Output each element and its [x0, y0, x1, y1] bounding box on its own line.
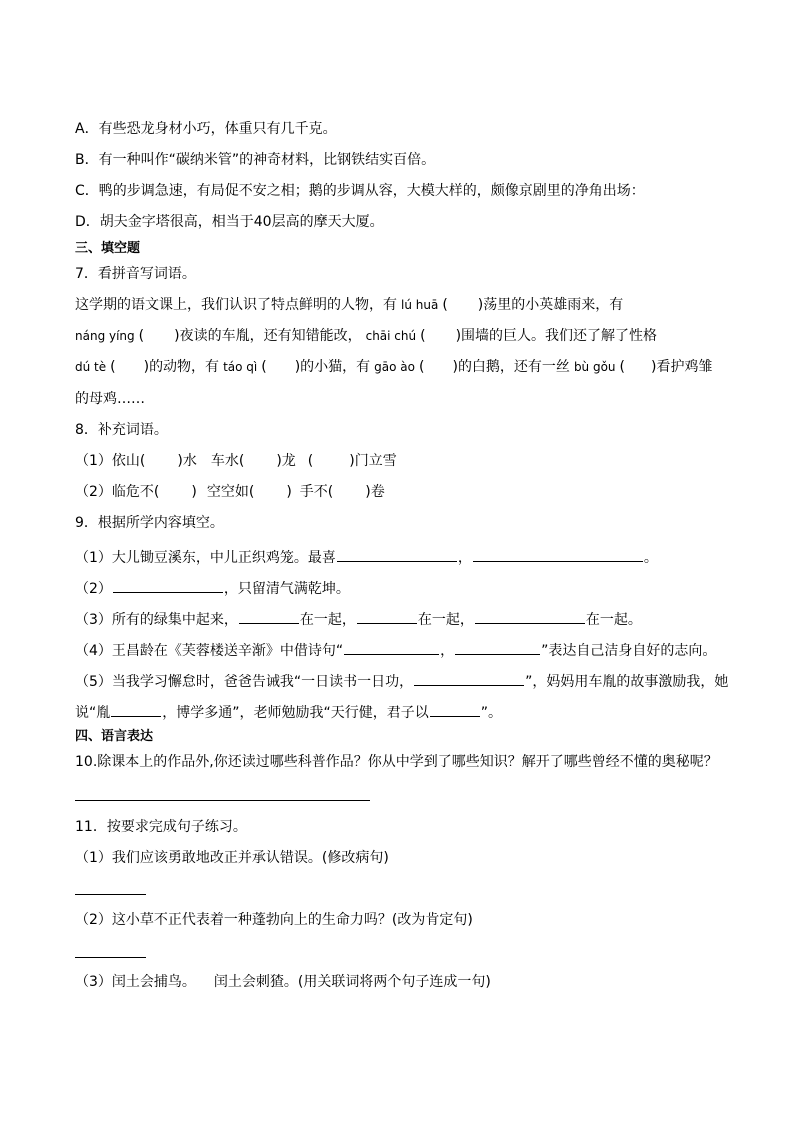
q9-s3: [75, 608, 642, 630]
answer-blank[interactable]: [475, 608, 585, 624]
q7-text: 夜读的车胤，还有知错能改，: [179, 328, 362, 344]
answer-blank[interactable]: [111, 701, 161, 717]
answer-paren[interactable]: ( ): [420, 328, 462, 344]
answer-paren[interactable]: ( ): [619, 359, 657, 375]
pinyin: náng yíng: [75, 329, 135, 343]
q8-text: 车水: [210, 453, 239, 469]
q7-text: 这学期的语文课上，我们认识了特点鲜明的人物，有: [75, 297, 397, 313]
q8-row-1: [75, 451, 397, 471]
pinyin: lú huā: [401, 298, 439, 312]
q9-s4: [75, 639, 716, 661]
q9-text: 。: [643, 550, 658, 566]
q8-text: 手不: [299, 484, 328, 500]
q7-text: 的小猫，有: [300, 359, 371, 375]
answer-line[interactable]: [75, 894, 146, 895]
q8-row-2: [75, 482, 385, 502]
q7-line-4: 的母鸡……: [75, 391, 145, 407]
q7-text: 看护鸡雏: [656, 359, 713, 375]
answer-paren[interactable]: ( ): [153, 484, 197, 500]
q9-text: ，: [440, 643, 455, 659]
q7-text: 的白鹅，还有一丝: [457, 359, 570, 375]
answer-blank[interactable]: [344, 639, 439, 655]
answer-blank[interactable]: [430, 701, 480, 717]
q9-text: （4）王昌龄在《芙蓉楼送辛渐》中借诗句“: [75, 643, 344, 659]
pinyin: dú tè: [75, 360, 107, 374]
q9-text: 在一起，: [417, 612, 474, 628]
q9-text: （2）: [75, 581, 112, 597]
q9-text: ，只留清气满乾坤。: [223, 581, 350, 597]
answer-paren[interactable]: ( ): [307, 453, 355, 469]
q7-line-2: [75, 326, 657, 346]
q7-text: 的动物，有: [149, 359, 220, 375]
answer-paren[interactable]: ( ): [139, 453, 183, 469]
section-heading-expression: 四、语言表达: [75, 729, 154, 744]
pinyin: gāo ào: [374, 360, 415, 374]
q9-text: ”。: [480, 705, 503, 721]
q9-s5: [75, 670, 728, 692]
option-c: C．鸭的步调急速，有局促不安之相；鹅的步调从容，大模大样的，颇像京剧里的净角出场：: [75, 183, 645, 199]
pinyin: bù gǒu: [573, 360, 616, 374]
q8-text: 龙: [281, 453, 296, 469]
q7-line-3: [75, 357, 712, 377]
q9-text: ，博学多通”，老师勉励我“天行健，君子以: [162, 705, 429, 721]
q8-text: （2）临危不: [75, 484, 154, 500]
answer-blank[interactable]: [113, 577, 223, 593]
answer-blank[interactable]: [473, 546, 643, 562]
q9-text: 说“胤: [75, 705, 111, 721]
q11-s2: （2）这小草不正代表着一种蓬勃向上的生命力吗？(改为肯定句): [75, 912, 473, 928]
q11-text: （3）闰土会捕鸟。: [75, 974, 196, 990]
answer-blank[interactable]: [414, 670, 524, 686]
q11-s3: [75, 972, 491, 992]
q8-text: 空空如: [206, 484, 249, 500]
q9-text: 在一起。: [585, 612, 642, 628]
q7-text: 围墙的巨人。我们还了解了性格: [461, 328, 658, 344]
answer-blank[interactable]: [357, 608, 417, 624]
answer-paren[interactable]: ( ): [138, 328, 180, 344]
q11-text: 闰土会刺猹。(用关联词将两个句子连成一句): [213, 974, 491, 990]
answer-paren[interactable]: ( ): [442, 297, 484, 313]
option-a: A．有些恐龙身材小巧，体重只有几千克。: [75, 121, 337, 137]
answer-paren[interactable]: ( ): [238, 453, 282, 469]
answer-paren[interactable]: ( ): [248, 484, 292, 500]
q9-text: ”，妈妈用车胤的故事激励我，她: [525, 674, 729, 690]
option-d: D．胡夫金字塔很高，相当于40层高的摩天大厦。: [75, 214, 384, 230]
answer-paren[interactable]: ( ): [261, 359, 301, 375]
answer-blank[interactable]: [337, 546, 457, 562]
answer-blank[interactable]: [239, 608, 299, 624]
q8-text: （1）依山: [75, 453, 140, 469]
q8-text: 水: [182, 453, 197, 469]
q9-title: 9．根据所学内容填空。: [75, 515, 224, 531]
section-heading-fill: 三、填空题: [75, 241, 141, 256]
q8-text: 门立雪: [354, 453, 397, 469]
q11-s1: （1）我们应该勇敢地改正并承认错误。(修改病句): [75, 850, 389, 866]
answer-paren[interactable]: ( ): [327, 484, 371, 500]
q9-s5-cont: [75, 701, 502, 723]
q9-s1: [75, 546, 658, 568]
answer-line[interactable]: [75, 957, 146, 958]
q9-s2: [75, 577, 350, 599]
option-b: B．有一种叫作“碳纳米管”的神奇材料，比钢铁结实百倍。: [75, 152, 436, 168]
answer-paren[interactable]: ( ): [419, 359, 458, 375]
pinyin: chāi chú: [365, 329, 417, 343]
q10-text: 10.除课本上的作品外,你还读过哪些科普作品？你从中学到了哪些知识？解开了哪些曾经不懂的奥秘呢？: [75, 754, 718, 770]
q8-text: 卷: [370, 484, 385, 500]
q7-text: 荡里的小英雄雨来，有: [483, 297, 624, 313]
pinyin: táo qì: [223, 360, 258, 374]
q7-title: 7．看拼音写词语。: [75, 266, 196, 282]
answer-blank[interactable]: [455, 639, 540, 655]
q7-line-1: [75, 295, 623, 315]
q9-text: （5）当我学习懈怠时，爸爸告诫我“一日读书一日功，: [75, 674, 414, 690]
q9-text: ”表达自己洁身自好的志向。: [541, 643, 717, 659]
q9-text: ，: [457, 550, 472, 566]
q11-title: 11．按要求完成句子练习。: [75, 819, 247, 835]
q8-title: 8．补充词语。: [75, 422, 168, 438]
answer-paren[interactable]: ( ): [110, 359, 150, 375]
q9-text: （3）所有的绿集中起来，: [75, 612, 238, 628]
q9-text: 在一起，: [299, 612, 356, 628]
answer-line[interactable]: [75, 800, 370, 801]
q9-text: （1）大儿锄豆溪东，中儿正织鸡笼。最喜: [75, 550, 336, 566]
